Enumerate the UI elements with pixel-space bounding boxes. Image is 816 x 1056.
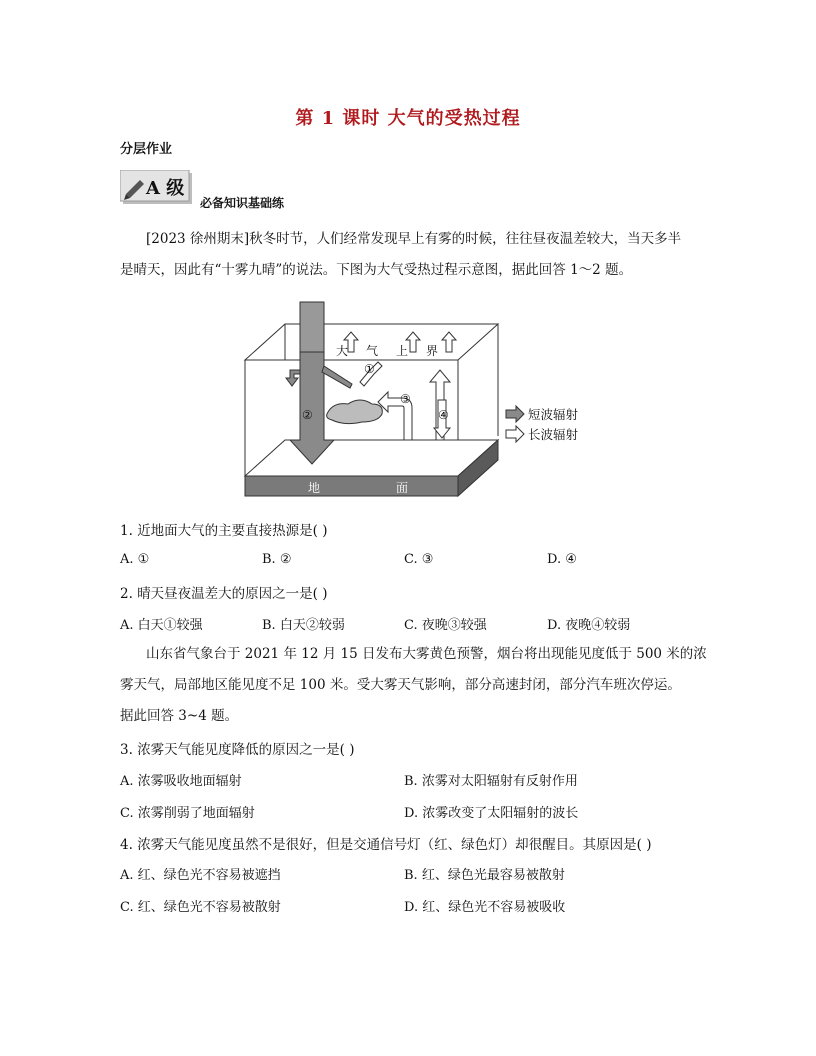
passage1-line1: [2023 徐州期末]秋冬时节，人们经常发现早上有雾的时候，往往昼夜温差较大，当天多半 [146, 231, 682, 247]
passage2-line3: 据此回答 3~4 题。 [120, 708, 239, 724]
question-4: 4. 浓雾天气能见度虽然不是很好，但是交通信号灯（红、绿色灯）却很醒目。其原因是( ) [120, 837, 652, 853]
q3-option-a: A. 浓雾吸收地面辐射 [120, 774, 242, 789]
q2-option-c: C. 夜晚③较强 [404, 618, 487, 633]
legend-longwave: 长波辐射 [528, 427, 579, 442]
question-3: 3. 浓雾天气能见度降低的原因之一是( ) [120, 742, 355, 758]
marker-2: ② [302, 408, 313, 422]
q3-option-d: D. 浓雾改变了太阳辐射的波长 [404, 806, 579, 821]
q2-option-a: A. 白天①较强 [120, 618, 203, 633]
q4-option-c: C. 红、绿色光不容易被散射 [120, 900, 281, 915]
q2-option-b: B. 白天②较弱 [262, 618, 345, 633]
marker-4: ④ [438, 408, 449, 422]
top-boundary-label: 大气上界 [336, 344, 457, 358]
q4-option-b: B. 红、绿色光最容易被散射 [404, 868, 565, 883]
passage1-line2: 是晴天，因此有“十雾九晴”的说法。下图为大气受热过程示意图，据此回答 1～2 题。 [120, 262, 633, 278]
q4-option-a: A. 红、绿色光不容易被遮挡 [120, 868, 281, 883]
q3-option-b: B. 浓雾对太阳辐射有反射作用 [404, 774, 578, 789]
q3-option-c: C. 浓雾削弱了地面辐射 [120, 806, 255, 821]
passage2-line2: 雾天气，局部地区能见度不足 100 米。受大雾天气影响，部分高速封闭，部分汽车班次停运。 [120, 677, 681, 693]
q1-option-d: D. ④ [547, 552, 577, 567]
ground-label-1: 地 [308, 481, 321, 495]
q4-option-d: D. 红、绿色光不容易被吸收 [404, 900, 566, 915]
q1-option-b: B. ② [262, 552, 292, 567]
level-badge [120, 170, 194, 206]
level-name: 必备知识基础练 [200, 196, 285, 210]
page-title: 第 1 课时 大气的受热过程 [295, 108, 521, 129]
section-label: 分层作业 [120, 142, 173, 157]
q2-option-d: D. 夜晚④较弱 [547, 618, 631, 633]
passage2-line1: 山东省气象台于 2021 年 12 月 15 日发布大雾黄色预警，烟台将出现能见度低于 500 米的浓 [146, 646, 707, 662]
marker-1: ① [364, 362, 375, 376]
marker-3: ③ [400, 392, 411, 406]
question-1: 1. 近地面大气的主要直接热源是( ) [120, 523, 328, 539]
ground-label-2: 面 [396, 481, 409, 495]
q1-option-c: C. ③ [404, 552, 434, 567]
level-badge-text: A 级 [146, 178, 185, 199]
question-2: 2. 晴天昼夜温差大的原因之一是( ) [120, 586, 328, 602]
atmosphere-heating-diagram [240, 300, 600, 500]
legend-shortwave: 短波辐射 [528, 407, 579, 422]
q1-option-a: A. ① [120, 552, 150, 567]
